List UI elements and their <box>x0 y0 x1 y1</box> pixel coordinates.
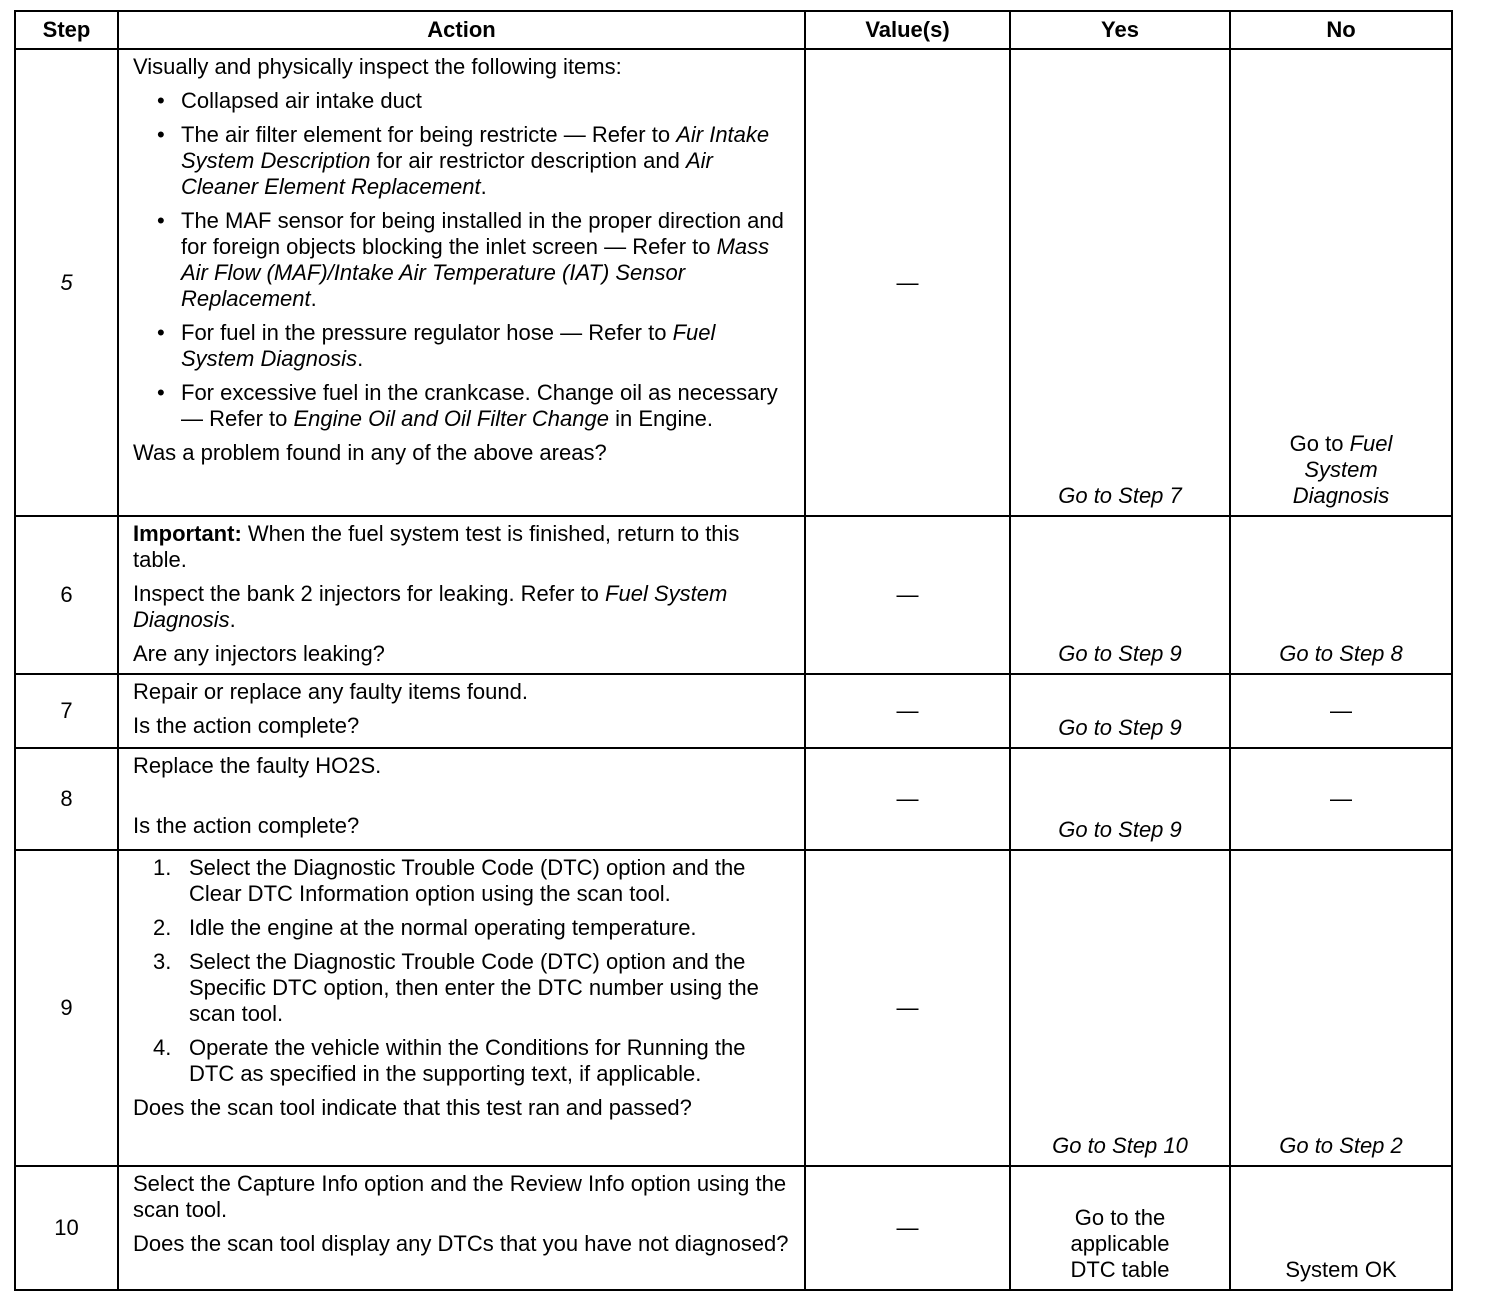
action-cell: Replace the faulty HO2S. Is the action complete? <box>118 748 805 850</box>
header-action: Action <box>118 11 805 49</box>
list-item: 3. Select the Diagnostic Trouble Code (DTC) option and the Specific DTC option, then enter the DTC number using the scan tool. <box>153 949 759 1026</box>
yes-cell: Go to the applicable DTC table <box>1010 1166 1230 1290</box>
action-question: Does the scan tool display any DTCs that you have not diagnosed? <box>133 1231 789 1256</box>
reference-link: Air Cleaner Element Replacement <box>181 148 713 199</box>
reference-link: Air Intake System Description <box>181 122 770 173</box>
step-number: 6 <box>15 516 118 674</box>
bullet-list <box>133 88 790 432</box>
action-cell <box>118 49 805 516</box>
no-cell: System OK <box>1230 1166 1452 1290</box>
action-cell <box>118 850 805 1166</box>
no-cell: — <box>1230 674 1452 748</box>
yes-cell: Go to Step 9 <box>1010 674 1230 748</box>
list-item: 2. Idle the engine at the normal operating temperature. <box>153 915 697 940</box>
table-row <box>15 674 1452 748</box>
step-number: 5 <box>15 49 118 516</box>
value-cell: — <box>805 1166 1010 1290</box>
table-row <box>15 49 1452 516</box>
reference-link: Mass Air Flow (MAF)/Intake Air Temperature (IAT) Sensor Replacement <box>181 234 770 311</box>
header-yes: Yes <box>1010 11 1230 49</box>
header-step: Step <box>15 11 118 49</box>
important-label: Important: <box>133 521 242 546</box>
reference-link: Fuel System Diagnosis <box>181 320 716 371</box>
table-row <box>15 748 1452 850</box>
table-row <box>15 516 1452 674</box>
list-item: 1. Select the Diagnostic Trouble Code (DTC) option and the Clear DTC Information option using the scan tool. <box>153 855 746 906</box>
action-question: Was a problem found in any of the above areas? <box>133 440 607 465</box>
no-cell: — <box>1230 748 1452 850</box>
value-cell: — <box>805 674 1010 748</box>
value-cell: — <box>805 748 1010 850</box>
no-cell: Go to Step 8 <box>1230 516 1452 674</box>
header-row <box>15 11 1452 49</box>
table-row <box>15 1166 1452 1290</box>
list-item: • The air filter element for being restricte — Refer to Air Intake System Description for air restrictor description and Air Cleaner Element Replacement. <box>157 122 790 200</box>
list-item: • The MAF sensor for being installed in the proper direction and for foreign objects blocking the inlet screen — Refer to Mass Air Flow (MAF)/Intake Air Temperature (IAT) Sensor Replacement. <box>157 208 790 312</box>
value-cell: — <box>805 516 1010 674</box>
value-cell: — <box>805 49 1010 516</box>
yes-cell: Go to Step 10 <box>1010 850 1230 1166</box>
list-item: • For excessive fuel in the crankcase. Change oil as necessary — Refer to Engine Oil and Oil Filter Change in Engine. <box>157 380 790 432</box>
no-cell: Go to Step 2 <box>1230 850 1452 1166</box>
reference-link: Fuel System Diagnosis <box>1292 431 1393 508</box>
value-cell: — <box>805 850 1010 1166</box>
table-row <box>15 850 1452 1166</box>
numbered-list <box>133 855 790 1087</box>
step-number: 8 <box>15 748 118 850</box>
action-cell: Repair or replace any faulty items found. Is the action complete? <box>118 674 805 748</box>
action-question: Are any injectors leaking? <box>133 641 385 666</box>
step-number: 9 <box>15 850 118 1166</box>
list-item: • For fuel in the pressure regulator hose — Refer to Fuel System Diagnosis. <box>157 320 790 372</box>
yes-cell: Go to Step 9 <box>1010 516 1230 674</box>
diagnostic-table <box>14 10 1453 1291</box>
action-question: Is the action complete? <box>133 713 360 738</box>
action-question: Is the action complete? <box>133 813 360 838</box>
action-question: Does the scan tool indicate that this test ran and passed? <box>133 1095 692 1120</box>
action-intro: Visually and physically inspect the following items: <box>133 54 622 79</box>
reference-link: Fuel System Diagnosis <box>133 581 728 632</box>
action-cell: Important: When the fuel system test is finished, return to this table. Inspect the bank 2 injectors for leaking. Refer to Fuel System Diagnosis. Are any injectors leaking? <box>118 516 805 674</box>
action-cell: Select the Capture Info option and the Review Info option using the scan tool. Does the scan tool display any DTCs that you have not diagnosed? <box>118 1166 805 1290</box>
list-item: 4. Operate the vehicle within the Conditions for Running the DTC as specified in the supporting text, if applicable. <box>153 1035 746 1086</box>
step-number: 7 <box>15 674 118 748</box>
step-number: 10 <box>15 1166 118 1290</box>
yes-cell: Go to Step 9 <box>1010 748 1230 850</box>
reference-link: Engine Oil and Oil Filter Change <box>293 406 609 431</box>
yes-cell: Go to Step 7 <box>1010 49 1230 516</box>
list-item: • Collapsed air intake duct <box>157 88 790 114</box>
header-values: Value(s) <box>805 11 1010 49</box>
header-no: No <box>1230 11 1452 49</box>
no-cell: Go to Fuel System Diagnosis <box>1230 49 1452 516</box>
